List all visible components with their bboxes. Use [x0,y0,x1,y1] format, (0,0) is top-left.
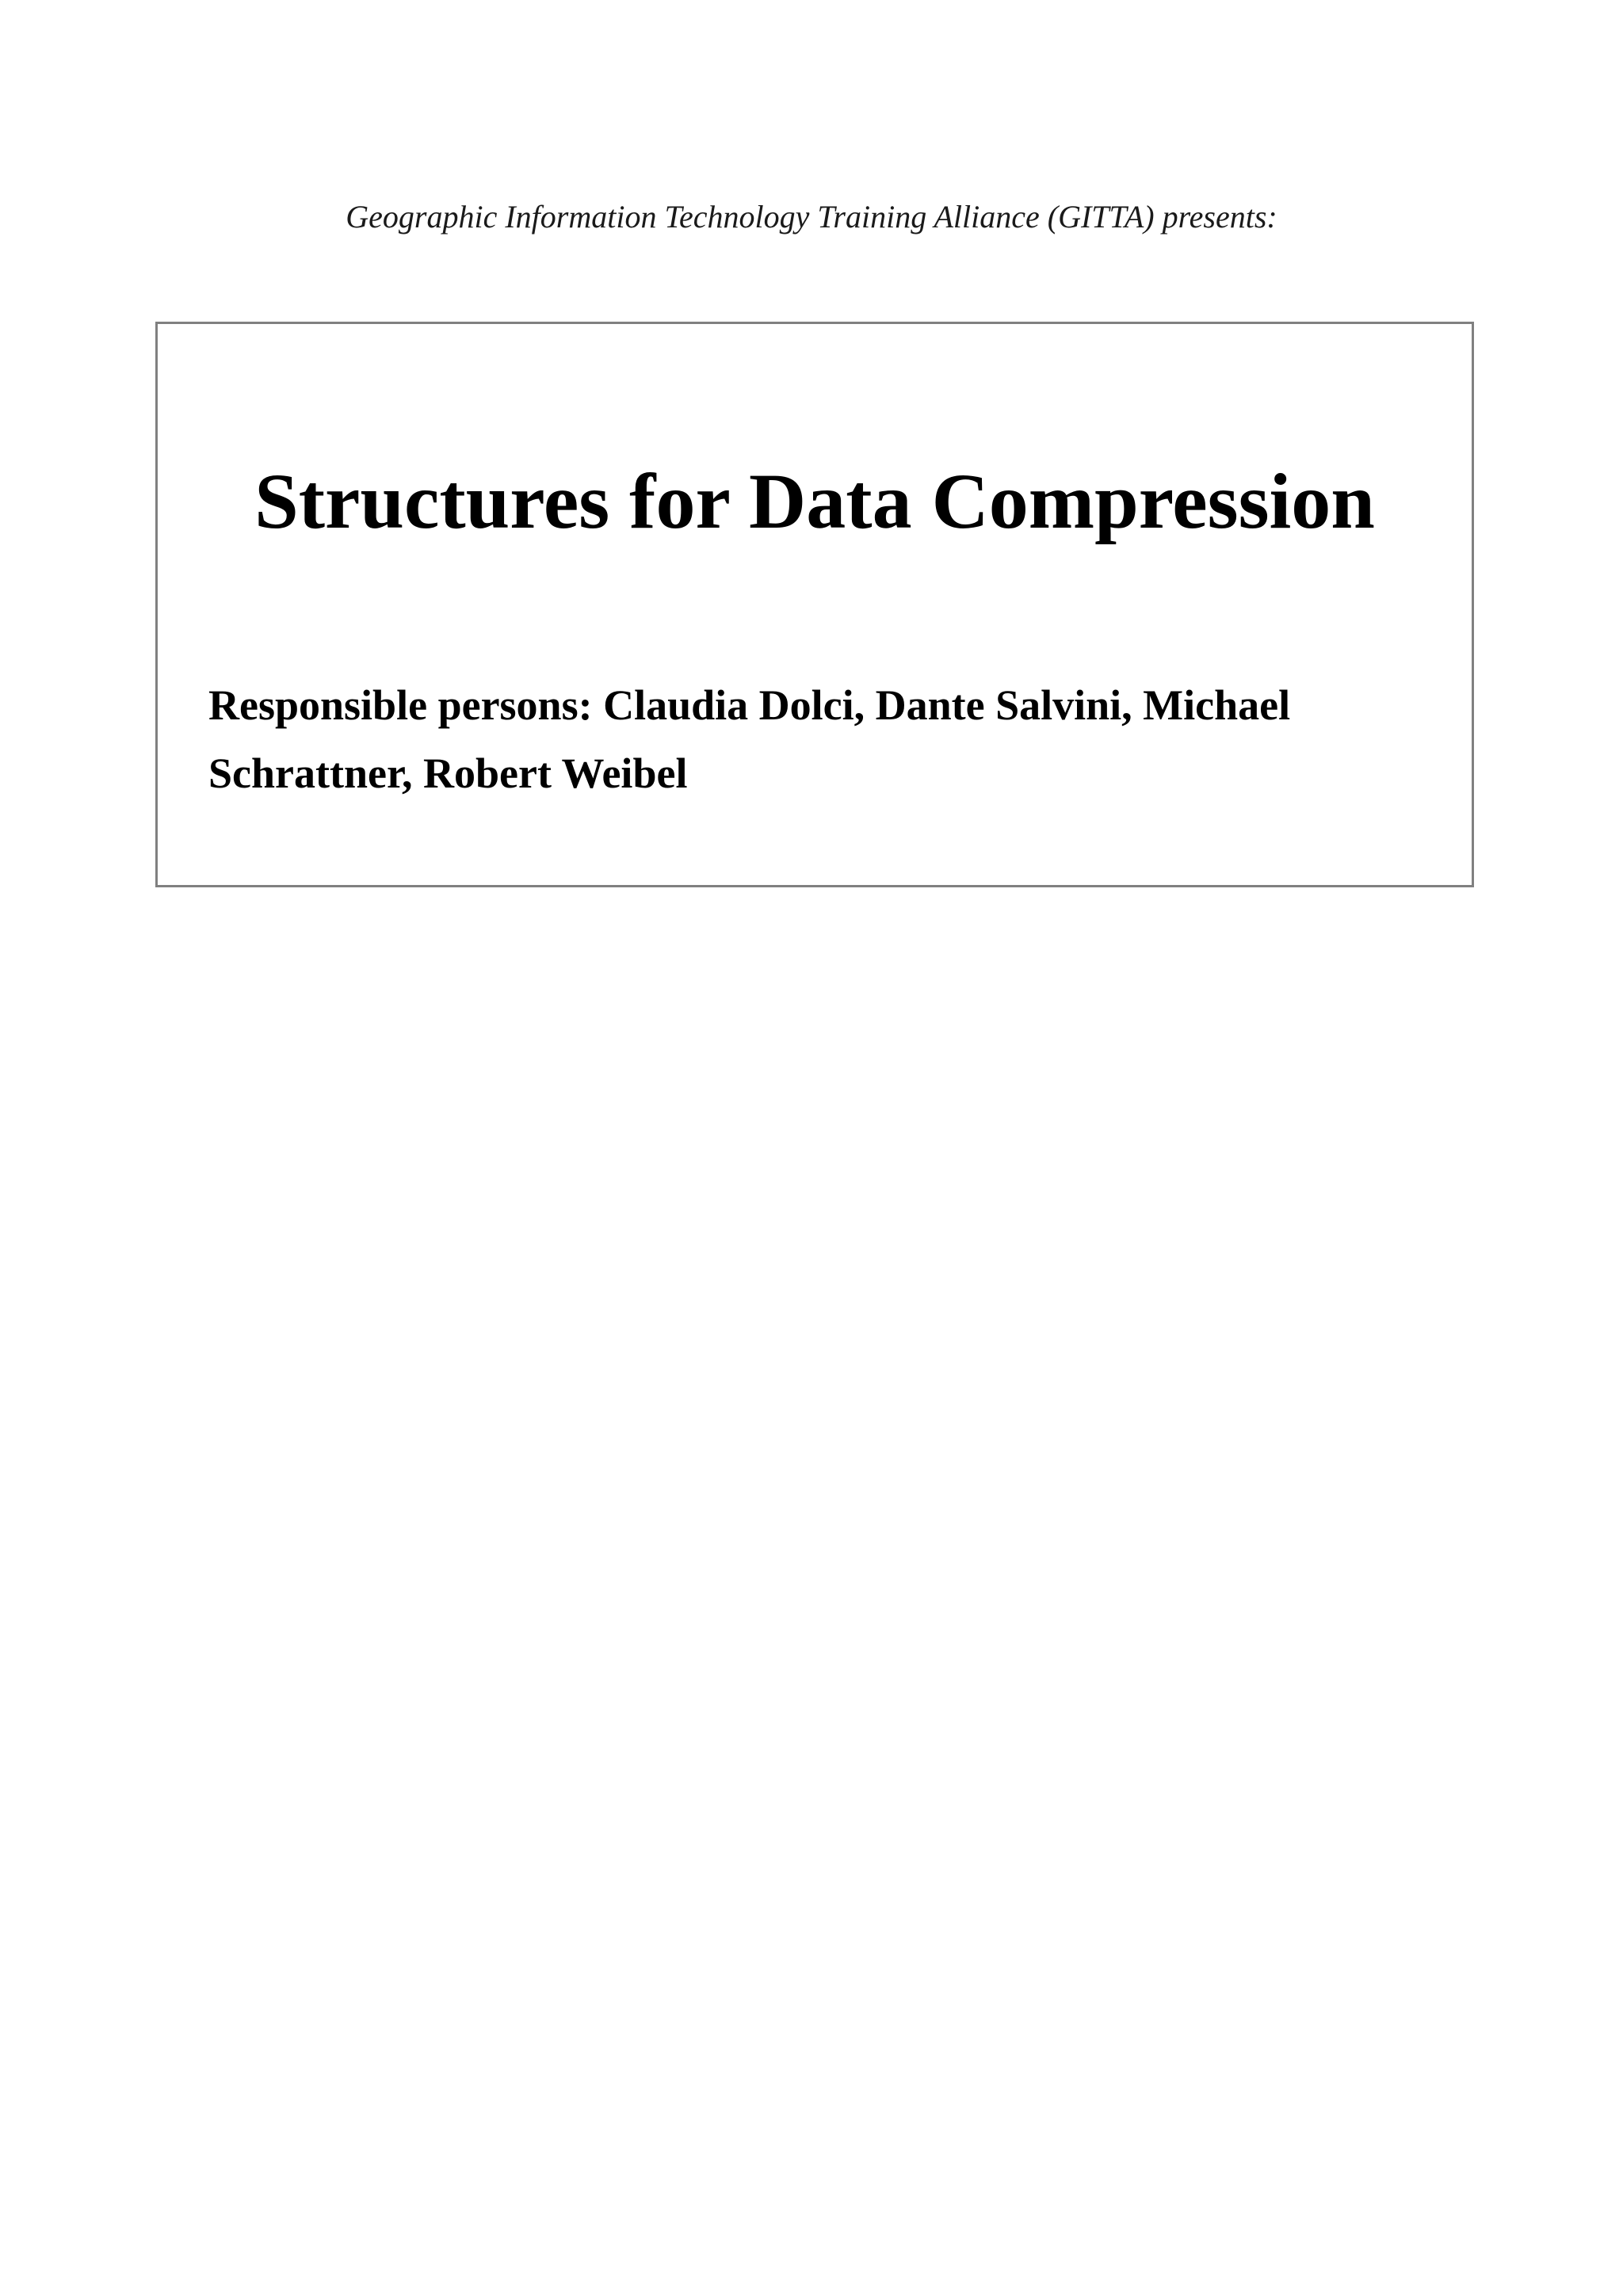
title-box [155,322,1474,887]
responsible-persons [208,671,1397,807]
responsible-persons-line-2: Schrattner, Robert Weibel [208,749,688,797]
document-title: Structures for Data Compression [254,457,1375,545]
responsible-persons-line-1: Responsible persons: Claudia Dolci, Dante Salvini, Michael [208,681,1291,729]
presenter-line: Geographic Information Technology Training Alliance (GITTA) presents: [346,199,1277,235]
